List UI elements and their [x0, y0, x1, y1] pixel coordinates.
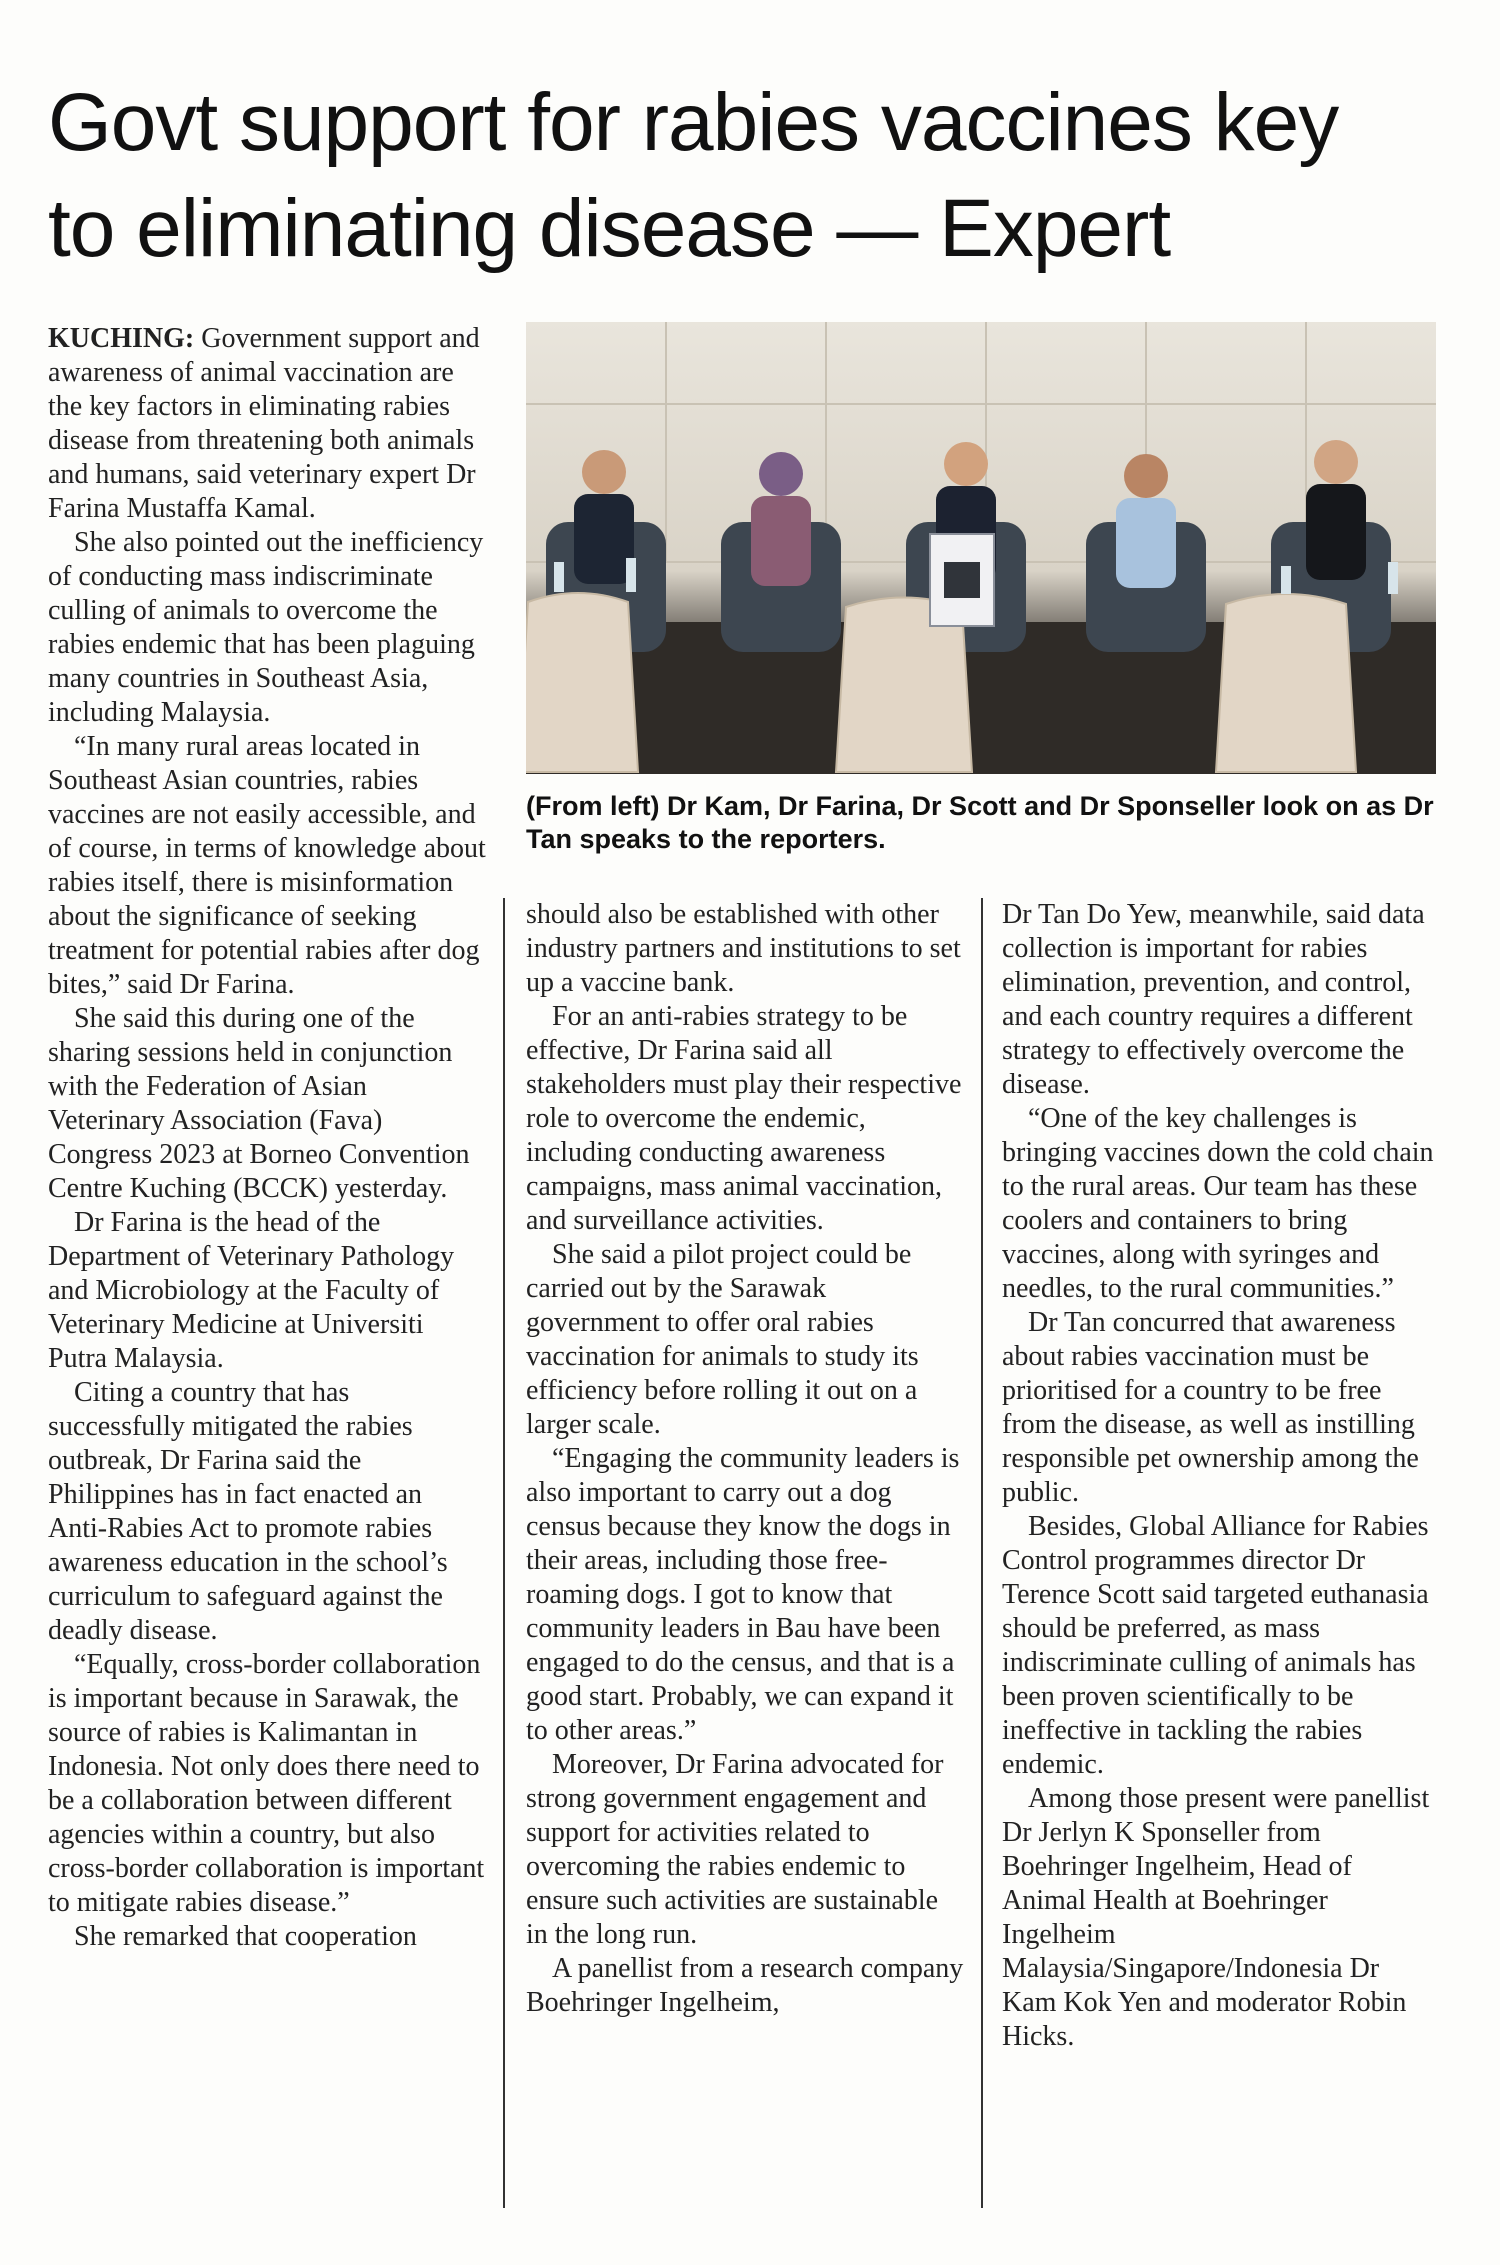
article-paragraph: “Engaging the community leaders is also important to carry out a dog census because they know the dogs in their areas, including those free-roaming dogs. I got to know that community leaders in Bau have been engaged to do the census, and that is a good start. Probably, we can expand it to other areas.” [526, 1443, 960, 1746]
column-divider [503, 898, 505, 2208]
article-paragraph: She said this during one of the sharing sessions held in conjunction with the Federation of Asian Veterinary Association (Fava) Congress 2023 at Borneo Convention Centre Kuching (BCCK) yesterday. [48, 1003, 470, 1204]
article-paragraph: “In many rural areas located in Southeast Asian countries, rabies vaccines are not easily accessible, and of course, in terms of knowledge about rabies itself, there is misinformation about the significance of seeking treatment for potential rabies after dog bites,” said Dr Farina. [48, 731, 486, 1000]
article-column-2 [526, 898, 964, 2020]
article-column-3 [1002, 898, 1440, 2054]
article-paragraph: “Equally, cross-border collaboration is important because in Sarawak, the source of rabies is Kalimantan in Indonesia. Not only does there need to be a collaboration between different agencies within a country, but also cross-border collaboration is important to mitigate rabies disease.” [48, 1649, 485, 1918]
article-headline [48, 70, 1468, 282]
headline-line-2: to eliminating disease — Expert [48, 183, 1171, 274]
photo-caption: (From left) Dr Kam, Dr Farina, Dr Scott and Dr Sponseller look on as Dr Tan speaks to the reporters. [526, 791, 1434, 854]
article-paragraph: Citing a country that has successfully mitigated the rabies outbreak, Dr Farina said the Philippines has in fact enacted an Anti-Rabies Act to promote rabies awareness education in the school’s curriculum to safeguard against the deadly disease. [48, 1377, 448, 1646]
article-paragraph: A panellist from a research company Boehringer Ingelheim, [526, 1953, 964, 2018]
article-paragraph: Dr Tan Do Yew, meanwhile, said data collection is important for rabies elimination, prevention, and control, and each country requires a different strategy to effectively overcome the disease. [1002, 899, 1425, 1100]
headline-line-1: Govt support for rabies vaccines key [48, 77, 1339, 168]
article-paragraph: Dr Farina is the head of the Department of Veterinary Pathology and Microbiology at the Faculty of Veterinary Medicine at Universiti Putra Malaysia. [48, 1207, 455, 1374]
article-paragraph: Among those present were panellist Dr Jerlyn K Sponseller from Boehringer Ingelheim, Head of Animal Health at Boehringer Ingelheim Malaysia/Singapore/Indonesia Dr Kam Kok Yen and moderator Robin Hicks. [1002, 1783, 1430, 2052]
article-column-1 [48, 322, 486, 1954]
article-paragraph: should also be established with other industry partners and institutions to set up a vaccine bank. [526, 899, 961, 998]
article-paragraph: Besides, Global Alliance for Rabies Control programmes director Dr Terence Scott said targeted euthanasia should be preferred, as mass indiscriminate culling of animals has been proven scientifically to be ineffective in tackling the rabies endemic. [1002, 1511, 1429, 1780]
column-divider [981, 898, 983, 2208]
article-paragraph: For an anti-rabies strategy to be effective, Dr Farina said all stakeholders must play their respective role to overcome the endemic, including conducting awareness campaigns, mass animal vaccination, and surveillance activities. [526, 1001, 962, 1236]
article-paragraph: Moreover, Dr Farina advocated for strong government engagement and support for activities related to overcoming the rabies endemic to ensure such activities are sustainable in the long run. [526, 1749, 944, 1950]
article-paragraph: She also pointed out the inefficiency of conducting mass indiscriminate culling of animals to overcome the rabies endemic that has been plaguing many countries in Southeast Asia, including Malaysia. [48, 527, 484, 728]
dateline: KUCHING: [48, 323, 195, 354]
article-paragraph [48, 322, 486, 526]
article-paragraph: Dr Tan concurred that awareness about rabies vaccination must be prioritised for a country to be free from the disease, as well as instilling responsible pet ownership among the public. [1002, 1307, 1419, 1508]
panel-photo-illustration [526, 322, 1436, 774]
article-paragraph: She remarked that cooperation [74, 1921, 417, 1952]
article-paragraph: She said a pilot project could be carried out by the Sarawak government to offer oral rabies vaccination for animals to study its efficiency before rolling it out on a larger scale. [526, 1239, 919, 1440]
article-paragraph: “One of the key challenges is bringing vaccines down the cold chain to the rural areas. Our team has these coolers and containers to bring vaccines, along with syringes and needles, to the rural communities.” [1002, 1103, 1434, 1304]
panel-photo [526, 322, 1436, 774]
lead-paragraph: Government support and awareness of animal vaccination are the key factors in eliminating rabies disease from threatening both animals and humans, said veterinary expert Dr Farina Mustaffa Kamal. [48, 323, 480, 524]
